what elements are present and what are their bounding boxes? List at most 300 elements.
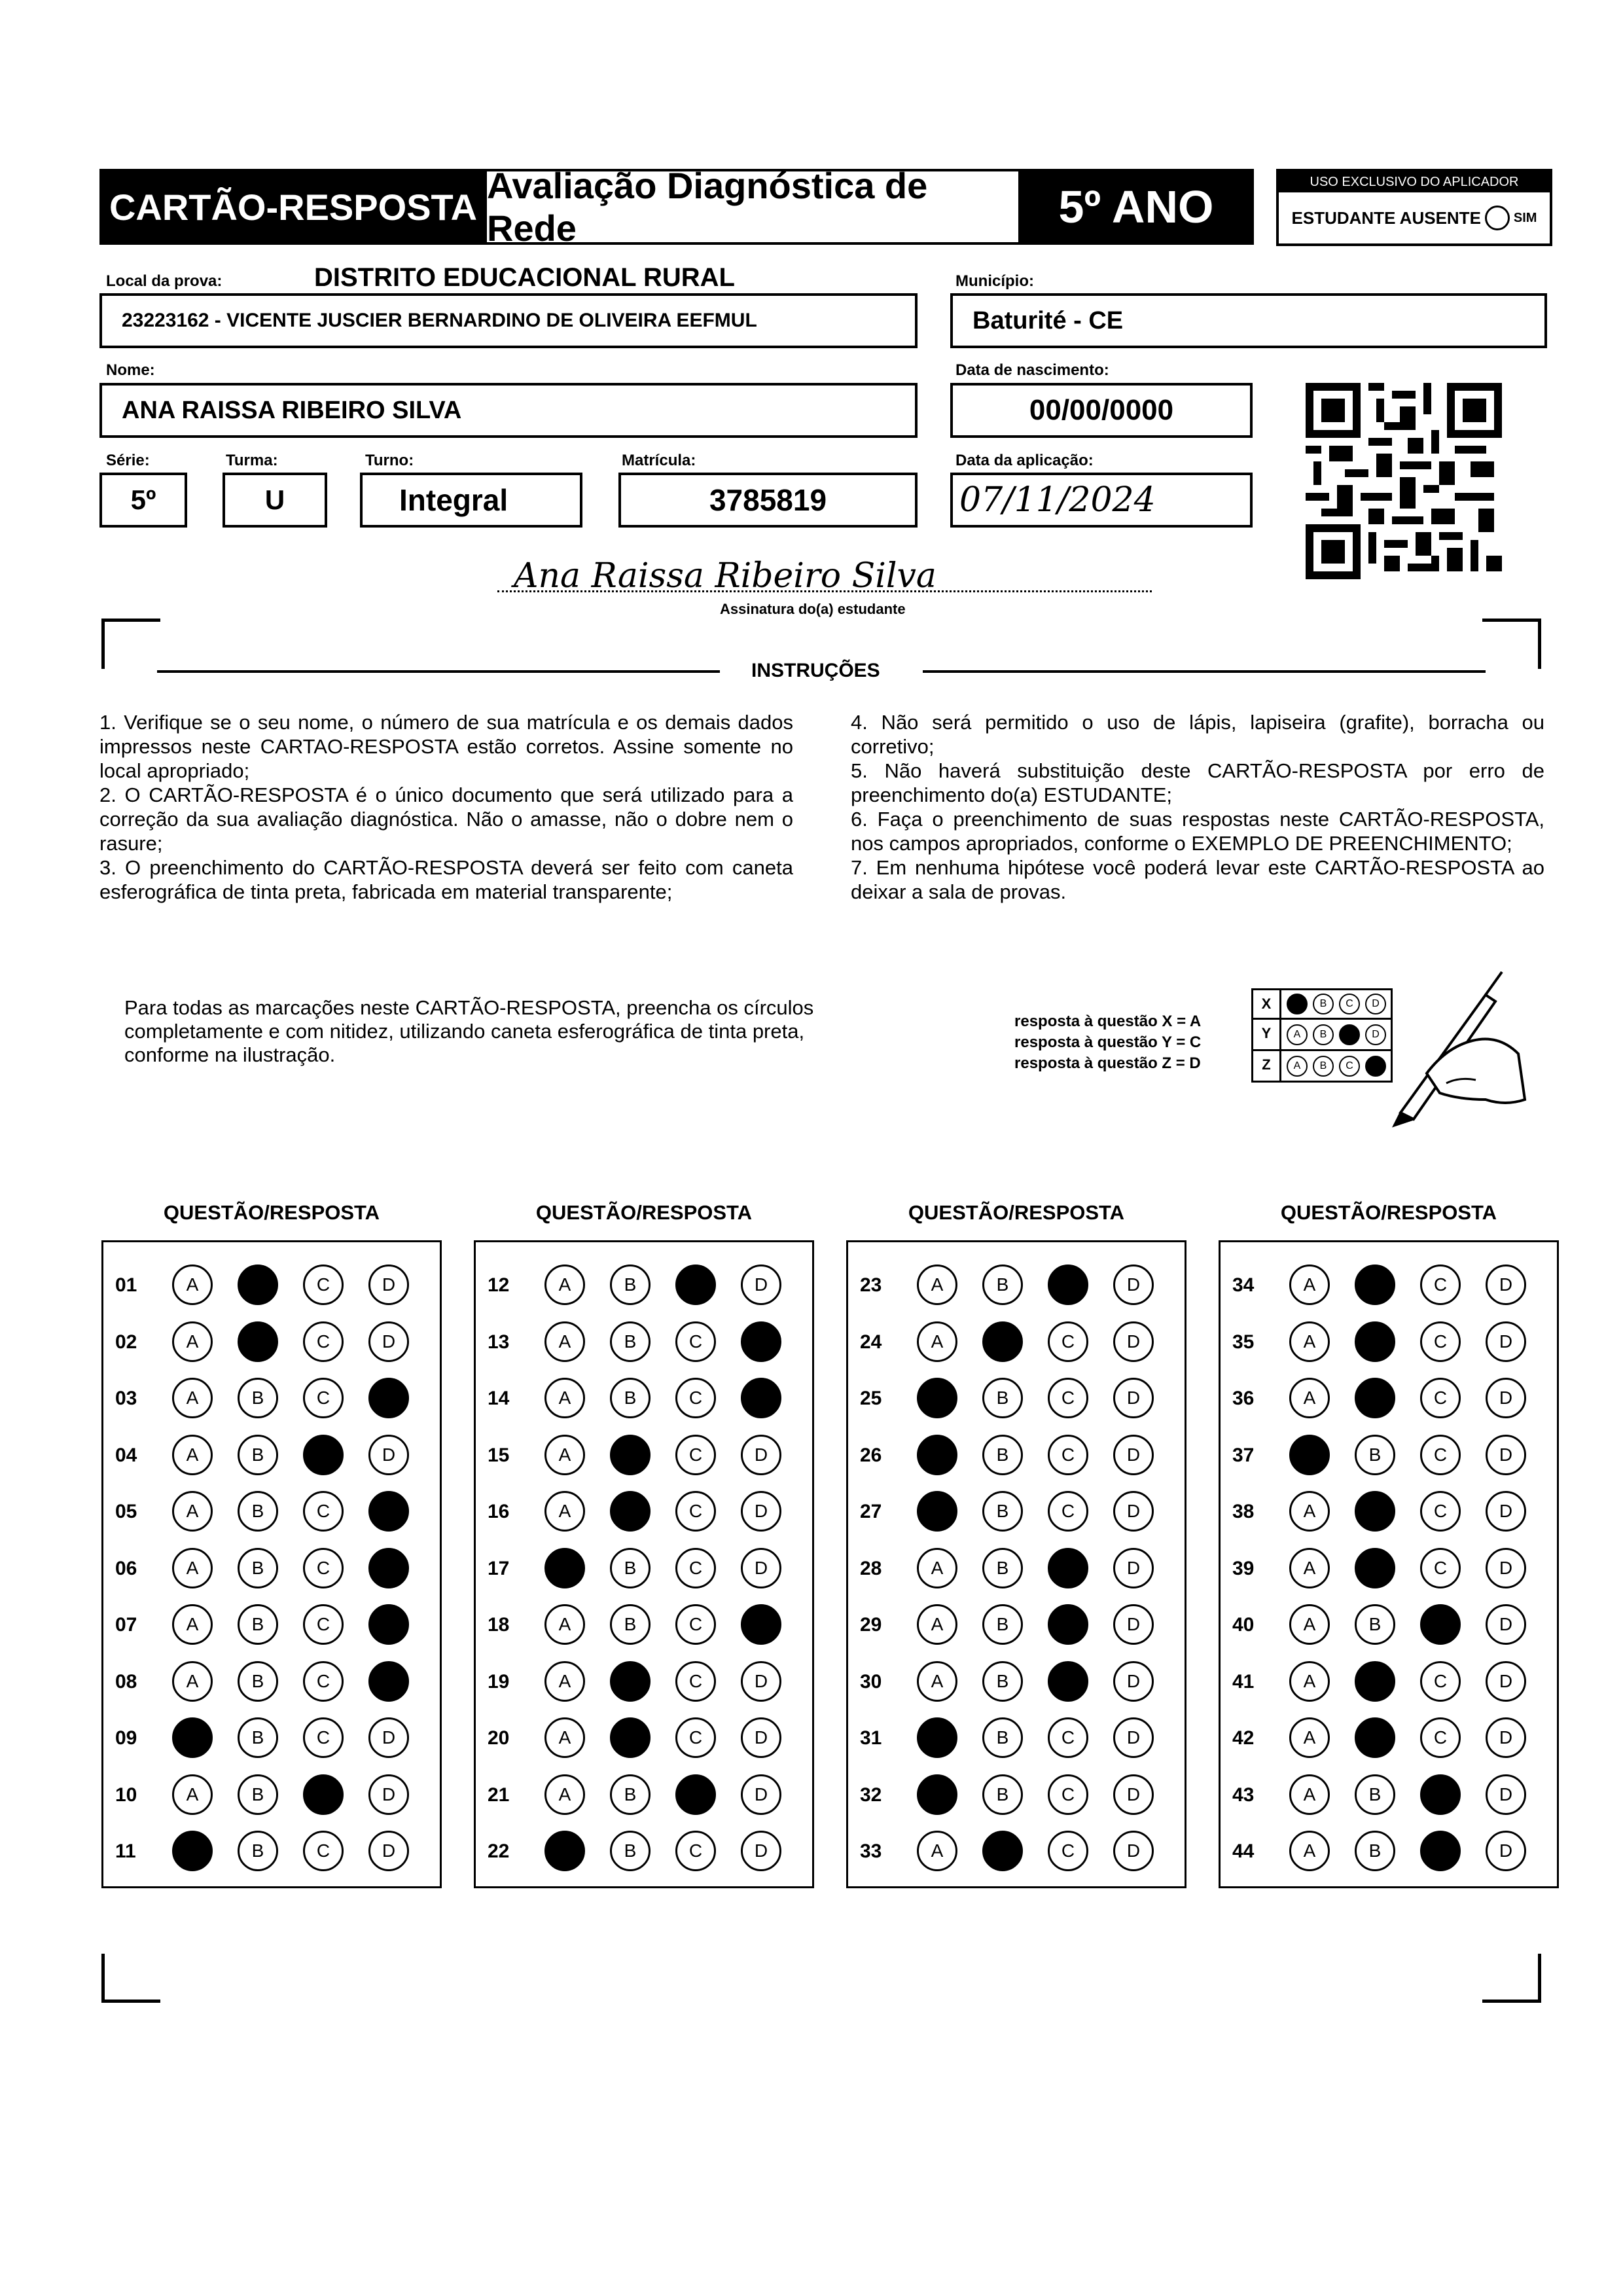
instructions-right [851, 710, 1544, 904]
answer-bubble-c[interactable]: C [1048, 1265, 1088, 1305]
instruction-3: 3. O preenchimento do CARTÃO-RESPOSTA deverá ser feito com caneta esferográfica de tinta preta, fabricada em material transparente; [99, 856, 793, 903]
answer-bubble-d[interactable]: D [1113, 1378, 1154, 1418]
serie-label: Série: [106, 452, 150, 469]
answer-bubble-d[interactable]: D [1113, 1435, 1154, 1475]
answer-bubble-c[interactable]: C [303, 1548, 344, 1588]
question-number: 43 [1232, 1784, 1255, 1806]
answer-bubble-c[interactable]: C [675, 1548, 716, 1588]
question-number: 06 [115, 1557, 137, 1579]
answer-bubble-d[interactable]: D [368, 1265, 409, 1305]
answer-bubble-d[interactable]: D [741, 1774, 781, 1815]
answer-bubble-a[interactable]: A [544, 1265, 585, 1305]
answer-bubble-d[interactable]: D [368, 1321, 409, 1362]
card-title: CARTÃO-RESPOSTA [99, 169, 487, 245]
answer-bubble-d[interactable]: D [368, 1774, 409, 1815]
answer-bubble-d[interactable]: D [1486, 1491, 1526, 1532]
answer-bubble-a[interactable]: A [544, 1831, 585, 1871]
question-number: 21 [488, 1784, 510, 1806]
answer-bubble-c[interactable]: C [1420, 1265, 1461, 1305]
question-row [848, 1427, 1185, 1483]
answer-bubble-a[interactable]: A [1289, 1831, 1330, 1871]
question-row [848, 1314, 1185, 1370]
answer-bubble-a[interactable]: A [172, 1548, 213, 1588]
answer-bubble-c[interactable]: C [303, 1774, 344, 1815]
question-number: 34 [1232, 1274, 1255, 1296]
answer-bubble-b[interactable]: B [982, 1774, 1023, 1815]
answer-bubble-d[interactable]: D [741, 1717, 781, 1758]
answer-bubble-a[interactable]: A [1289, 1774, 1330, 1815]
question-row [848, 1653, 1185, 1710]
signature-label: Assinatura do(a) estudante [720, 601, 906, 617]
question-row [476, 1257, 812, 1313]
answer-bubble-d[interactable]: D [1113, 1661, 1154, 1702]
school-field [99, 293, 918, 348]
school-value: 23223162 - VICENTE JUSCIER BERNARDINO DE OLIVEIRA EEFMUL [122, 310, 757, 331]
question-row [848, 1370, 1185, 1426]
answer-bubble-d[interactable]: D [1113, 1265, 1154, 1305]
example-bubble: C [1339, 994, 1360, 1014]
question-number: 30 [860, 1670, 882, 1693]
question-number: 12 [488, 1274, 510, 1296]
answer-bubble-a[interactable]: A [1289, 1435, 1330, 1475]
answer-bubble-a[interactable]: A [1289, 1548, 1330, 1588]
answer-bubble-a[interactable]: A [172, 1321, 213, 1362]
answer-bubble-c[interactable]: C [1420, 1321, 1461, 1362]
answer-bubble-b[interactable]: B [610, 1661, 651, 1702]
instructions-rule-right [923, 670, 1486, 673]
question-number: 03 [115, 1388, 137, 1409]
answer-bubble-a[interactable]: A [172, 1717, 213, 1758]
answer-bubble-d[interactable]: D [741, 1548, 781, 1588]
answer-bubble-d[interactable]: D [741, 1265, 781, 1305]
example-text: Para todas as marcações neste CARTÃO-RESPOSTA, preencha os círculos completamente e com nitidez, utilizando caneta esferográfica de tinta preta, conforme na ilustração. [124, 996, 814, 1066]
answer-bubble-a[interactable]: A [1289, 1378, 1330, 1418]
answer-bubble-d[interactable]: D [741, 1831, 781, 1871]
question-number: 36 [1232, 1388, 1255, 1409]
answer-bubble-c[interactable]: C [675, 1604, 716, 1645]
answer-bubble-c[interactable]: C [1048, 1321, 1088, 1362]
answer-bubble-c[interactable]: C [303, 1265, 344, 1305]
answer-bubble-d[interactable]: D [1113, 1831, 1154, 1871]
question-row [103, 1483, 440, 1539]
answer-bubble-c[interactable]: C [1048, 1831, 1088, 1871]
matricula-value: 3785819 [709, 483, 827, 517]
answer-bubble-b[interactable]: B [238, 1604, 278, 1645]
answer-bubble-d[interactable]: D [1486, 1661, 1526, 1702]
nascimento-value: 00/00/0000 [1029, 394, 1174, 426]
answer-bubble-a[interactable]: A [172, 1831, 213, 1871]
question-row [103, 1257, 440, 1313]
example-responses [1014, 1011, 1201, 1074]
answer-bubble-d[interactable]: D [1113, 1321, 1154, 1362]
example-bubble [1339, 1024, 1360, 1045]
answer-bubble-b[interactable]: B [238, 1435, 278, 1475]
absent-checkbox[interactable] [1485, 206, 1510, 230]
question-row [1221, 1596, 1557, 1653]
answer-bubble-a[interactable]: A [917, 1548, 957, 1588]
question-number: 04 [115, 1444, 137, 1466]
question-number: 29 [860, 1614, 882, 1636]
municipio-label: Município: [955, 272, 1034, 290]
question-number: 17 [488, 1557, 510, 1579]
corner-mark-bottom-right [1482, 1954, 1541, 2003]
matricula-label: Matrícula: [622, 452, 696, 469]
answer-bubble-b[interactable]: B [610, 1321, 651, 1362]
question-number: 27 [860, 1501, 882, 1522]
instruction-2: 2. O CARTÃO-RESPOSTA é o único documento que será utilizado para a correção da sua avaliação diagnóstica. Não o amasse, não o dobre nem o rasure; [99, 783, 793, 855]
answer-bubble-c[interactable]: C [675, 1321, 716, 1362]
question-number: 37 [1232, 1444, 1255, 1466]
example-bubble: B [1313, 1056, 1334, 1077]
question-row [1221, 1257, 1557, 1313]
question-row [476, 1710, 812, 1766]
example-response-x: resposta à questão X = A [1014, 1013, 1202, 1030]
question-row [1221, 1483, 1557, 1539]
answer-bubble-b[interactable]: B [982, 1435, 1023, 1475]
answer-bubble-d[interactable]: D [741, 1378, 781, 1418]
question-row [848, 1596, 1185, 1653]
answer-bubble-c[interactable]: C [1048, 1717, 1088, 1758]
answer-bubble-a[interactable]: A [544, 1774, 585, 1815]
question-number: 05 [115, 1501, 137, 1522]
answer-bubble-d[interactable]: D [1113, 1491, 1154, 1532]
corner-mark-bottom-left [101, 1954, 160, 2003]
answer-bubble-c[interactable]: C [303, 1491, 344, 1532]
answer-bubble-a[interactable]: A [917, 1265, 957, 1305]
aplicacao-value: 07/11/2024 [959, 480, 1156, 520]
answer-bubble-b[interactable]: B [982, 1831, 1023, 1871]
aplicacao-label: Data da aplicação: [955, 452, 1094, 469]
question-number: 22 [488, 1840, 510, 1862]
answer-bubble-b[interactable]: B [610, 1265, 651, 1305]
answer-bubble-a[interactable]: A [917, 1491, 957, 1532]
example-response-z: resposta à questão Z = D [1014, 1054, 1201, 1072]
question-number: 02 [115, 1331, 137, 1353]
answer-bubble-a[interactable]: A [1289, 1661, 1330, 1702]
answer-bubble-c[interactable]: C [1048, 1604, 1088, 1645]
answer-bubble-b[interactable]: B [238, 1491, 278, 1532]
question-number: 42 [1232, 1727, 1255, 1749]
signature: Ana Raissa Ribeiro Silva [514, 556, 936, 596]
answer-bubble-a[interactable]: A [544, 1378, 585, 1418]
answer-bubble-c[interactable]: C [303, 1378, 344, 1418]
answer-bubble-a[interactable]: A [917, 1435, 957, 1475]
answer-bubble-a[interactable]: A [544, 1548, 585, 1588]
question-row [103, 1370, 440, 1426]
question-number: 35 [1232, 1331, 1255, 1353]
example-row [1251, 988, 1393, 1020]
question-row [1221, 1370, 1557, 1426]
answer-bubble-b[interactable]: B [610, 1831, 651, 1871]
question-number: 26 [860, 1444, 882, 1466]
answer-bubble-b[interactable]: B [982, 1661, 1023, 1702]
answer-bubble-b[interactable]: B [238, 1265, 278, 1305]
answer-bubble-b[interactable]: B [610, 1435, 651, 1475]
example-row [1251, 1020, 1393, 1051]
answer-bubble-a[interactable]: A [917, 1378, 957, 1418]
answer-bubble-b[interactable]: B [982, 1717, 1023, 1758]
answer-bubble-c[interactable]: C [675, 1831, 716, 1871]
turma-value: U [264, 484, 285, 515]
answer-bubble-c[interactable]: C [303, 1604, 344, 1645]
answer-bubble-d[interactable]: D [1113, 1548, 1154, 1588]
answer-bubble-d[interactable]: D [368, 1435, 409, 1475]
answer-bubble-b[interactable]: B [238, 1661, 278, 1702]
example-bubble: D [1365, 1024, 1386, 1045]
answer-bubble-b[interactable]: B [238, 1717, 278, 1758]
question-number: 16 [488, 1501, 510, 1522]
answer-bubble-d[interactable]: D [1113, 1717, 1154, 1758]
answer-bubble-b[interactable]: B [1355, 1435, 1395, 1475]
answer-bubble-d[interactable]: D [1486, 1548, 1526, 1588]
answer-bubble-a[interactable]: A [917, 1661, 957, 1702]
grade-title: 5º ANO [1018, 169, 1254, 245]
example-row [1251, 1051, 1393, 1083]
question-number: 07 [115, 1614, 137, 1636]
question-number: 15 [488, 1444, 510, 1466]
nome-label: Nome: [106, 361, 155, 379]
question-row [476, 1483, 812, 1539]
answer-bubble-c[interactable]: C [675, 1661, 716, 1702]
answer-bubble-d[interactable]: D [1113, 1774, 1154, 1815]
answer-bubble-a[interactable]: A [544, 1435, 585, 1475]
answer-bubble-c[interactable]: C [1420, 1831, 1461, 1871]
qr-code [1306, 383, 1502, 579]
answer-bubble-d[interactable]: D [741, 1661, 781, 1702]
instruction-4: 4. Não será permitido o uso de lápis, lapiseira (grafite), borracha ou corretivo; [851, 711, 1544, 758]
absent-label: ESTUDANTE AUSENTE [1291, 207, 1481, 228]
answer-bubble-d[interactable]: D [1486, 1604, 1526, 1645]
applicator-box [1276, 169, 1552, 246]
answer-bubble-d[interactable]: D [741, 1604, 781, 1645]
answer-bubble-c[interactable]: C [303, 1435, 344, 1475]
answer-bubble-a[interactable]: A [544, 1717, 585, 1758]
instruction-5: 5. Não haverá substituição deste CARTÃO-RESPOSTA por erro de preenchimento do(a) ESTUDANTE; [851, 759, 1544, 806]
question-number: 23 [860, 1274, 882, 1296]
answer-bubble-a[interactable]: A [917, 1604, 957, 1645]
answer-bubble-d[interactable]: D [1486, 1774, 1526, 1815]
example-bubble: B [1313, 1024, 1334, 1045]
answer-bubble-b[interactable]: B [982, 1265, 1023, 1305]
example-grid [1251, 988, 1393, 1083]
answer-bubble-c[interactable]: C [303, 1717, 344, 1758]
question-row [1221, 1710, 1557, 1766]
absent-yes-label: SIM [1513, 210, 1537, 225]
question-row [476, 1314, 812, 1370]
answer-bubble-a[interactable]: A [1289, 1491, 1330, 1532]
nascimento-field [950, 383, 1253, 438]
answer-bubble-b[interactable]: B [982, 1604, 1023, 1645]
answer-bubble-a[interactable]: A [172, 1435, 213, 1475]
answer-bubble-a[interactable]: A [544, 1321, 585, 1362]
answer-bubble-c[interactable]: C [1420, 1435, 1461, 1475]
example-bubble: A [1287, 1024, 1308, 1045]
pen-hand-icon [1387, 969, 1531, 1132]
answer-bubble-a[interactable]: A [544, 1604, 585, 1645]
answer-bubble-d[interactable]: D [1486, 1378, 1526, 1418]
municipio-field [950, 293, 1547, 348]
serie-value: 5º [130, 484, 156, 515]
question-row [103, 1596, 440, 1653]
answer-bubble-d[interactable]: D [368, 1491, 409, 1532]
instructions-rule-left [157, 670, 720, 673]
answer-bubble-c[interactable]: C [1420, 1604, 1461, 1645]
instruction-7: 7. Em nenhuma hipótese você poderá levar este CARTÃO-RESPOSTA ao deixar a sala de provas. [851, 856, 1544, 903]
answer-bubble-d[interactable]: D [741, 1435, 781, 1475]
answer-bubble-c[interactable]: C [1420, 1378, 1461, 1418]
answer-bubble-a[interactable]: A [1289, 1265, 1330, 1305]
answer-bubble-b[interactable]: B [1355, 1265, 1395, 1305]
question-number: 20 [488, 1727, 510, 1749]
question-row [1221, 1540, 1557, 1596]
answer-bubble-b[interactable]: B [610, 1774, 651, 1815]
answer-bubble-a[interactable]: A [1289, 1604, 1330, 1645]
question-number: 11 [115, 1840, 136, 1862]
answer-bubble-a[interactable]: A [917, 1717, 957, 1758]
answer-bubble-b[interactable]: B [1355, 1774, 1395, 1815]
answer-bubble-c[interactable]: C [303, 1831, 344, 1871]
question-row [476, 1370, 812, 1426]
answer-bubble-b[interactable]: B [982, 1321, 1023, 1362]
answer-bubble-d[interactable]: D [1486, 1321, 1526, 1362]
answer-bubble-d[interactable]: D [1486, 1831, 1526, 1871]
answer-bubble-c[interactable]: C [1420, 1661, 1461, 1702]
nascimento-label: Data de nascimento: [955, 361, 1109, 379]
answer-bubble-d[interactable]: D [368, 1378, 409, 1418]
answer-bubble-c[interactable]: C [303, 1661, 344, 1702]
answer-bubble-d[interactable]: D [368, 1831, 409, 1871]
answer-bubble-c[interactable]: C [1420, 1548, 1461, 1588]
answer-bubble-d[interactable]: D [1486, 1435, 1526, 1475]
answer-bubble-b[interactable]: B [610, 1717, 651, 1758]
answer-bubble-a[interactable]: A [172, 1491, 213, 1532]
answer-bubble-d[interactable]: D [1486, 1717, 1526, 1758]
answer-bubble-b[interactable]: B [1355, 1491, 1395, 1532]
example-bubble [1365, 1056, 1386, 1077]
answer-bubble-d[interactable]: D [741, 1491, 781, 1532]
answer-bubble-c[interactable]: C [675, 1491, 716, 1532]
question-row [103, 1427, 440, 1483]
answer-bubble-c[interactable]: C [675, 1717, 716, 1758]
answer-bubble-c[interactable]: C [675, 1774, 716, 1815]
example-bubble: D [1365, 994, 1386, 1014]
answer-bubble-a[interactable]: A [1289, 1321, 1330, 1362]
answer-bubble-d[interactable]: D [1486, 1265, 1526, 1305]
answer-bubble-c[interactable]: C [303, 1321, 344, 1362]
corner-mark-top-right [1482, 619, 1541, 669]
turma-label: Turma: [226, 452, 278, 469]
answer-bubble-b[interactable]: B [1355, 1661, 1395, 1702]
question-number: 25 [860, 1388, 882, 1409]
turno-label: Turno: [365, 452, 414, 469]
answer-bubble-b[interactable]: B [1355, 1717, 1395, 1758]
instruction-1: 1. Verifique se o seu nome, o número de sua matrícula e os demais dados impressos neste CARTAO-RESPOSTA estão corretos. Assine somente no local apropriado; [99, 711, 793, 782]
answer-bubble-a[interactable]: A [917, 1831, 957, 1871]
answer-bubble-b[interactable]: B [982, 1548, 1023, 1588]
signature-line [497, 590, 1152, 592]
question-number: 31 [860, 1727, 882, 1749]
answer-bubble-b[interactable]: B [982, 1491, 1023, 1532]
answer-bubble-a[interactable]: A [172, 1604, 213, 1645]
nome-value: ANA RAISSA RIBEIRO SILVA [122, 396, 462, 424]
question-row [1221, 1427, 1557, 1483]
question-number: 18 [488, 1614, 510, 1636]
answer-bubble-c[interactable]: C [1048, 1774, 1088, 1815]
question-number: 40 [1232, 1614, 1255, 1636]
answer-bubble-a[interactable]: A [544, 1661, 585, 1702]
answer-bubble-a[interactable]: A [172, 1661, 213, 1702]
question-row [848, 1483, 1185, 1539]
answer-bubble-b[interactable]: B [238, 1774, 278, 1815]
answer-bubble-b[interactable]: B [610, 1378, 651, 1418]
answer-bubble-b[interactable]: B [610, 1604, 651, 1645]
answer-bubble-b[interactable]: B [1355, 1378, 1395, 1418]
question-number: 14 [488, 1388, 510, 1409]
answer-bubble-a[interactable]: A [172, 1774, 213, 1815]
answer-bubble-b[interactable]: B [610, 1491, 651, 1532]
answer-bubble-d[interactable]: D [1113, 1604, 1154, 1645]
answer-bubble-c[interactable]: C [1048, 1435, 1088, 1475]
column-title: QUESTÃO/RESPOSTA [908, 1201, 1125, 1224]
answer-bubble-c[interactable]: C [1048, 1661, 1088, 1702]
answer-bubble-b[interactable]: B [238, 1378, 278, 1418]
answer-bubble-c[interactable]: C [1048, 1378, 1088, 1418]
answer-bubble-c[interactable]: C [675, 1265, 716, 1305]
answer-bubble-d[interactable]: D [741, 1321, 781, 1362]
answer-bubble-c[interactable]: C [1420, 1491, 1461, 1532]
answer-bubble-a[interactable]: A [172, 1265, 213, 1305]
answer-bubble-b[interactable]: B [238, 1321, 278, 1362]
turno-value: Integral [399, 483, 508, 517]
answer-bubble-b[interactable]: B [1355, 1321, 1395, 1362]
answer-bubble-b[interactable]: B [1355, 1831, 1395, 1871]
answer-bubble-a[interactable]: A [917, 1774, 957, 1815]
turma-field [223, 473, 327, 528]
turno-field [360, 473, 582, 528]
answer-bubble-b[interactable]: B [238, 1548, 278, 1588]
answer-bubble-b[interactable]: B [982, 1378, 1023, 1418]
answer-bubble-d[interactable]: D [368, 1548, 409, 1588]
answer-bubble-c[interactable]: C [1048, 1491, 1088, 1532]
example-response-y: resposta à questão Y = C [1014, 1033, 1202, 1051]
answer-bubble-b[interactable]: B [610, 1548, 651, 1588]
answer-bubble-c[interactable]: C [1420, 1774, 1461, 1815]
answer-bubble-d[interactable]: D [368, 1604, 409, 1645]
question-number: 09 [115, 1727, 137, 1749]
question-row [848, 1823, 1185, 1879]
answer-bubble-a[interactable]: A [544, 1491, 585, 1532]
answer-bubble-b[interactable]: B [238, 1831, 278, 1871]
example-bubble: C [1339, 1056, 1360, 1077]
answer-bubble-c[interactable]: C [1420, 1717, 1461, 1758]
answer-bubble-c[interactable]: C [675, 1435, 716, 1475]
answer-bubble-c[interactable]: C [675, 1378, 716, 1418]
local-label: Local da prova: [106, 272, 223, 290]
answer-bubble-b[interactable]: B [1355, 1604, 1395, 1645]
answer-grid [1219, 1240, 1559, 1888]
matricula-field [618, 473, 918, 528]
column-title: QUESTÃO/RESPOSTA [1280, 1201, 1497, 1224]
answer-bubble-a[interactable]: A [917, 1321, 957, 1362]
answer-bubble-d[interactable]: D [368, 1717, 409, 1758]
answer-bubble-c[interactable]: C [1048, 1548, 1088, 1588]
question-number: 39 [1232, 1557, 1255, 1579]
answer-bubble-d[interactable]: D [368, 1661, 409, 1702]
answer-bubble-b[interactable]: B [1355, 1548, 1395, 1588]
answer-bubble-a[interactable]: A [172, 1378, 213, 1418]
question-row [103, 1767, 440, 1823]
answer-bubble-a[interactable]: A [1289, 1717, 1330, 1758]
